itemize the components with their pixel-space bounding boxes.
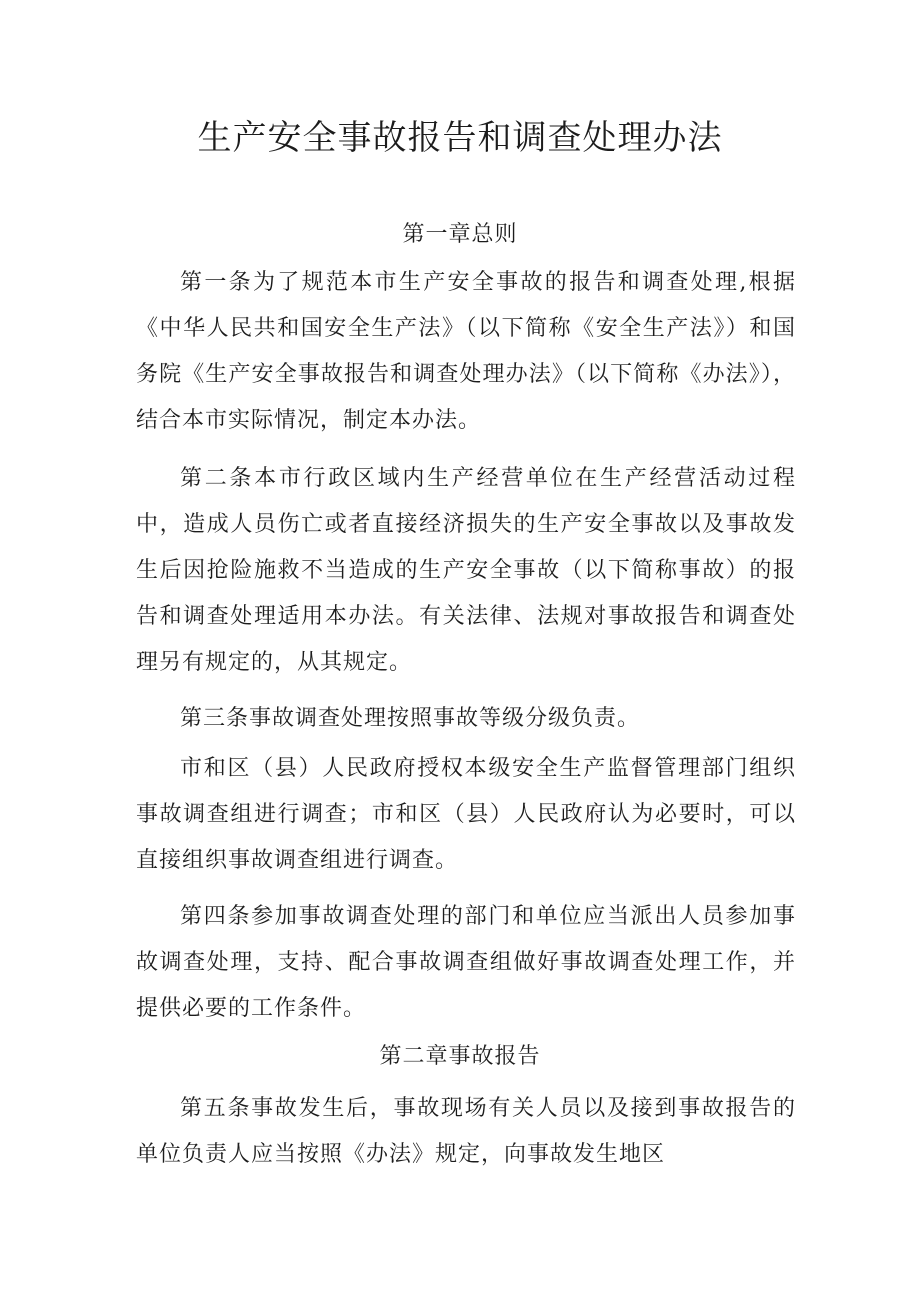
chapter-heading-2: 第二章事故报告 (379, 1044, 541, 1069)
article-1: 第一条为了规范本市生产安全事故的报告和调查处理,根据《中华人民共和国安全生产法》（以下简称《安全生产法》）和国务院《生产安全事故报告和调查处理办法》（以下简称《办法》），结合本市实际情况，制定本办法。 (136, 270, 796, 433)
article-3: 第三条事故调查处理按照事故等级分级负责。 (180, 706, 641, 731)
article-3-paragraph-2: 市和区（县）人民政府授权本级安全生产监督管理部门组织事故调查组进行调查；市和区（县）人民政府认为必要时，可以直接组织事故调查组进行调查。 (136, 756, 796, 873)
article-5: 第五条事故发生后，事故现场有关人员以及接到事故报告的单位负责人应当按照《办法》规定，向事故发生地区 (136, 1096, 796, 1167)
chapter-heading-1: 第一章总则 (402, 222, 518, 247)
article-2: 第二条本市行政区域内生产经营单位在生产经营活动过程中，造成人员伤亡或者直接经济损失的生产安全事故以及事故发生后因抢险施救不当造成的生产安全事故（以下简称事故）的报告和调查处理适用本办法。有关法律、法规对事故报告和调查处理另有规定的，从其规定。 (136, 466, 796, 675)
article-4: 第四条参加事故调查处理的部门和单位应当派出人员参加事故调查处理，支持、配合事故调查组做好事故调查处理工作，并提供必要的工作条件。 (136, 904, 796, 1021)
document-title: 生产安全事故报告和调查处理办法 (197, 118, 723, 158)
